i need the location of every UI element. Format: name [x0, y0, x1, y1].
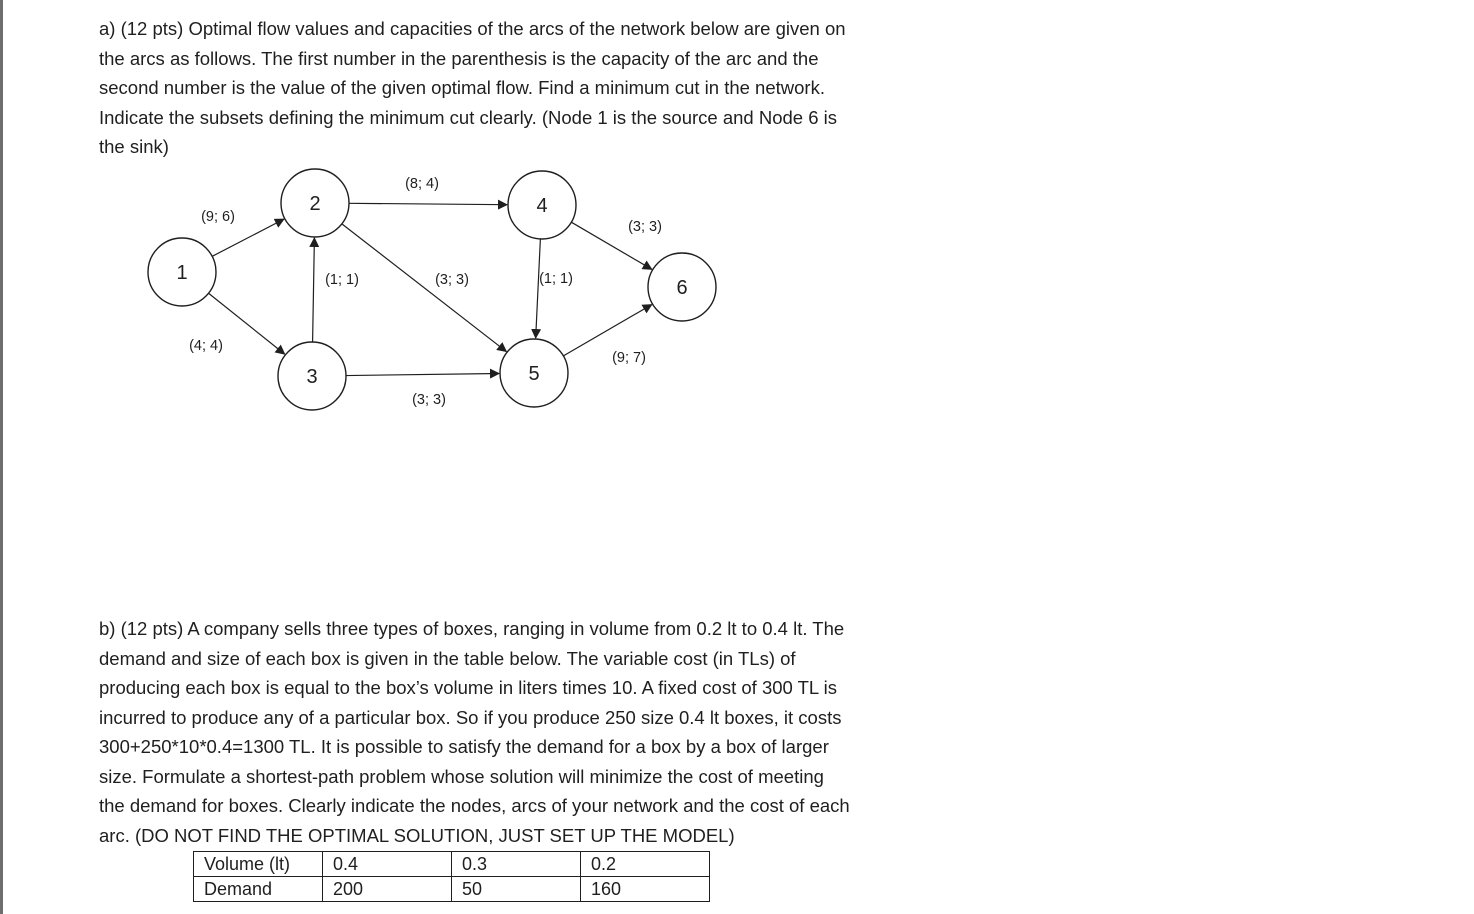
table-cell: 0.2	[581, 852, 710, 877]
table-cell: 160	[581, 877, 710, 902]
node-2-label: 2	[309, 193, 321, 215]
arc-3-2	[313, 238, 315, 342]
node-5-label: 5	[528, 363, 540, 385]
box-demand-table	[193, 851, 710, 902]
page-left-border	[0, 0, 3, 914]
node-4-label: 4	[536, 195, 548, 217]
arc-2-4	[349, 203, 507, 204]
arc-label-4-5: (1; 1)	[539, 271, 573, 287]
question-a-text: a) (12 pts) Optimal flow values and capacities of the arcs of the network below are given on the arcs as follows. The first number in the parenthesis is the capacity of the arc and the second number is the value of the given optimal flow. Find a minimum cut in the network. Indicate the subsets defining the minimum cut clearly. (Node 1 is the source and Node 6 is the sink)	[99, 18, 846, 157]
node-1-label: 1	[176, 262, 188, 284]
arc-label-2-5: (3; 3)	[435, 272, 469, 288]
table-cell: 0.4	[323, 852, 452, 877]
arc-4-5	[536, 239, 541, 338]
table-row	[194, 852, 710, 877]
question-b-text: b) (12 pts) A company sells three types of boxes, ranging in volume from 0.2 lt to 0.4 lt. The demand and size of each box is given in the table below. The variable cost (in TLs) of producing each box is equal to the box’s volume in liters times 10. A fixed cost of 300 TL is incurred to produce any of a particular box. So if you produce 250 size 0.4 lt boxes, it costs 300+250*10*0.4=1300 TL. It is possible to satisfy the demand for a box by a box of larger size. Formulate a shortest-path problem whose solution will minimize the cost of meeting the demand for boxes. Clearly indicate the nodes, arcs of your network and the cost of each arc. (DO NOT FIND THE OPTIMAL SOLUTION, JUST SET UP THE MODEL)	[99, 618, 850, 846]
arc-label-1-3: (4; 4)	[189, 338, 223, 354]
arc-label-1-2: (9; 6)	[201, 209, 235, 225]
table-cell: Volume (lt)	[194, 852, 323, 877]
table-cell: 0.3	[452, 852, 581, 877]
node-6-label: 6	[676, 277, 688, 299]
arc-label-3-2: (1; 1)	[325, 272, 359, 288]
arc-label-2-4: (8; 4)	[405, 176, 439, 192]
table-cell: Demand	[194, 877, 323, 902]
arc-label-4-6: (3; 3)	[628, 219, 662, 235]
flow-network-diagram	[0, 160, 900, 420]
node-3-label: 3	[306, 366, 318, 388]
arc-2-5	[342, 224, 506, 352]
arc-label-3-5: (3; 3)	[412, 392, 446, 408]
arc-label-5-6: (9; 7)	[612, 350, 646, 366]
table-row	[194, 877, 710, 902]
arc-3-5	[346, 373, 499, 375]
table-cell: 200	[323, 877, 452, 902]
arc-5-6	[563, 305, 651, 356]
table-cell: 50	[452, 877, 581, 902]
